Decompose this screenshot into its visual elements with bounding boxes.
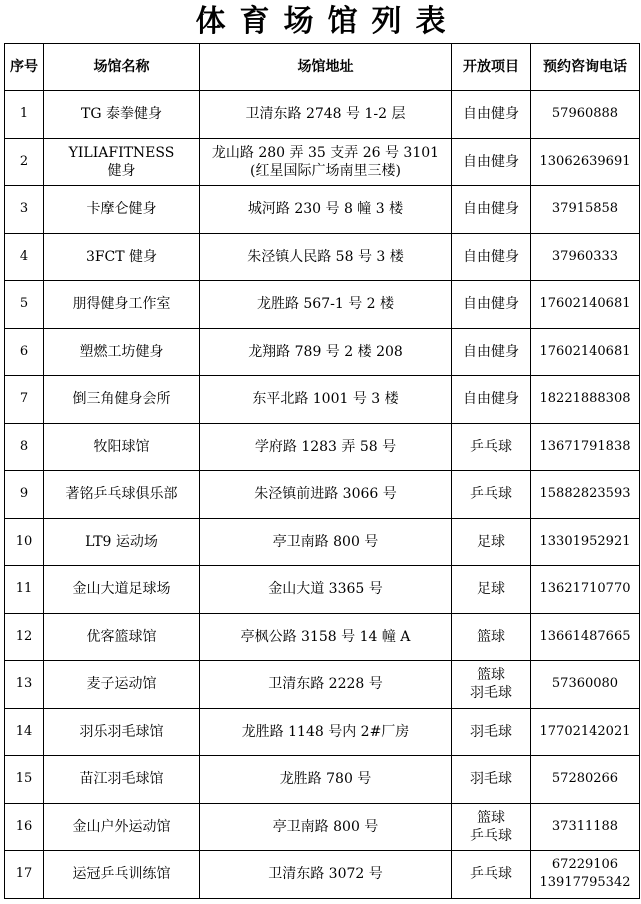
cell-phone xyxy=(531,566,640,614)
cell-venue-name-line: 卡摩仑健身 xyxy=(86,201,157,218)
cell-phone-line: 13621710770 xyxy=(539,581,631,597)
table-row xyxy=(5,328,640,376)
cell-phone-line: 57360080 xyxy=(551,676,619,692)
cell-venue-name xyxy=(44,566,200,614)
cell-index: 15 xyxy=(5,756,44,804)
cell-open-items-line: 自由健身 xyxy=(463,201,519,218)
cell-phone-line: 15882823593 xyxy=(539,486,631,502)
cell-venue-address-line: 朱泾镇前进路 3066 号 xyxy=(254,486,397,503)
cell-venue-name-line: 倒三角健身会所 xyxy=(72,391,171,408)
cell-index: 14 xyxy=(5,708,44,756)
cell-venue-name xyxy=(44,138,200,186)
cell-venue-name xyxy=(44,518,200,566)
cell-venue-address xyxy=(200,138,452,186)
cell-phone xyxy=(531,613,640,661)
cell-venue-name xyxy=(44,471,200,519)
cell-index: 10 xyxy=(5,518,44,566)
table-row xyxy=(5,91,640,139)
cell-venue-name xyxy=(44,376,200,424)
cell-open-items xyxy=(452,613,531,661)
cell-venue-name-line: 运冠乒乓训练馆 xyxy=(72,866,171,883)
cell-phone-line: 17602140681 xyxy=(539,343,631,359)
venue-table xyxy=(4,43,640,899)
cell-venue-name-line: 健身 xyxy=(107,162,136,179)
cell-venue-name xyxy=(44,803,200,851)
cell-open-items-line: 篮球 xyxy=(477,809,505,826)
cell-phone-line: 37915858 xyxy=(551,201,619,217)
cell-open-items xyxy=(452,376,531,424)
cell-open-items xyxy=(452,518,531,566)
cell-venue-address-line: 亭枫公路 3158 号 14 幢 A xyxy=(240,628,411,645)
cell-open-items-line: 足球 xyxy=(477,581,505,598)
cell-venue-address xyxy=(200,91,452,139)
cell-venue-address-line: 卫清东路 3072 号 xyxy=(268,866,383,883)
cell-venue-address-line: 卫清东路 2228 号 xyxy=(268,676,383,693)
cell-open-items-line: 自由健身 xyxy=(463,153,519,170)
cell-venue-address xyxy=(200,756,452,804)
table-body xyxy=(5,91,640,899)
table-row xyxy=(5,138,640,186)
cell-venue-address-line: 亭卫南路 800 号 xyxy=(272,533,379,550)
cell-open-items-line: 自由健身 xyxy=(463,391,519,408)
cell-venue-address-line: 东平北路 1001 号 3 楼 xyxy=(252,391,399,408)
cell-open-items xyxy=(452,328,531,376)
cell-phone-line: 13062639691 xyxy=(539,153,631,169)
cell-venue-name-line: YILIAFITNESS xyxy=(68,144,175,161)
cell-venue-address-line: 龙翔路 789 号 2 楼 208 xyxy=(248,343,403,360)
cell-open-items xyxy=(452,138,531,186)
cell-open-items-line: 乒乓球 xyxy=(470,486,512,503)
cell-phone-line: 13917795342 xyxy=(539,875,631,891)
cell-phone-line: 37311188 xyxy=(551,818,619,834)
cell-phone xyxy=(531,851,640,899)
table-row xyxy=(5,661,640,709)
cell-venue-address xyxy=(200,376,452,424)
cell-venue-address xyxy=(200,281,452,329)
cell-phone xyxy=(531,423,640,471)
cell-phone-line: 17602140681 xyxy=(539,296,631,312)
cell-open-items-line: 羽毛球 xyxy=(470,685,512,702)
cell-index: 8 xyxy=(5,423,44,471)
cell-venue-address xyxy=(200,613,452,661)
cell-venue-address xyxy=(200,518,452,566)
table-row xyxy=(5,708,640,756)
cell-phone xyxy=(531,756,640,804)
cell-venue-address-line: (红星国际广场南里三楼) xyxy=(250,162,401,179)
cell-index: 9 xyxy=(5,471,44,519)
cell-phone xyxy=(531,91,640,139)
cell-index: 7 xyxy=(5,376,44,424)
cell-phone-line: 67229106 xyxy=(551,857,619,873)
table-row xyxy=(5,233,640,281)
cell-open-items xyxy=(452,566,531,614)
cell-index: 13 xyxy=(5,661,44,709)
table-row xyxy=(5,851,640,899)
page-title: 体育场馆列表 xyxy=(195,4,460,39)
cell-phone xyxy=(531,186,640,234)
cell-phone-line: 18221888308 xyxy=(539,391,631,407)
cell-phone xyxy=(531,803,640,851)
cell-venue-name-line: 麦子运动馆 xyxy=(86,676,157,693)
cell-open-items xyxy=(452,803,531,851)
cell-phone-line: 17702142021 xyxy=(539,723,631,739)
cell-venue-name-line: 塑燃工坊健身 xyxy=(79,343,164,360)
cell-venue-name xyxy=(44,186,200,234)
cell-venue-address-line: 龙胜路 567-1 号 2 楼 xyxy=(256,296,395,313)
cell-venue-name xyxy=(44,708,200,756)
cell-venue-name-line: 优客篮球馆 xyxy=(86,628,157,645)
cell-phone-line: 13671791838 xyxy=(539,438,631,454)
cell-venue-address xyxy=(200,471,452,519)
cell-venue-name xyxy=(44,756,200,804)
cell-phone xyxy=(531,138,640,186)
cell-open-items-line: 乒乓球 xyxy=(470,438,512,455)
header-name: 场馆名称 xyxy=(44,44,200,91)
cell-index: 3 xyxy=(5,186,44,234)
cell-phone-line: 57280266 xyxy=(551,771,619,787)
cell-venue-name-line: 金山大道足球场 xyxy=(72,581,171,598)
cell-open-items xyxy=(452,423,531,471)
cell-open-items-line: 乒乓球 xyxy=(470,827,512,844)
cell-open-items xyxy=(452,91,531,139)
cell-index: 5 xyxy=(5,281,44,329)
cell-venue-name-line: 著铭乒乓球俱乐部 xyxy=(65,486,178,503)
cell-index: 12 xyxy=(5,613,44,661)
cell-venue-name xyxy=(44,233,200,281)
cell-open-items-line: 自由健身 xyxy=(463,343,519,360)
cell-venue-name xyxy=(44,661,200,709)
cell-phone xyxy=(531,233,640,281)
cell-venue-address xyxy=(200,661,452,709)
cell-phone xyxy=(531,471,640,519)
cell-index: 4 xyxy=(5,233,44,281)
cell-venue-name-line: 羽乐羽毛球馆 xyxy=(79,723,164,740)
table-row xyxy=(5,471,640,519)
table-row xyxy=(5,613,640,661)
cell-venue-address-line: 金山大道 3365 号 xyxy=(268,581,383,598)
cell-index: 16 xyxy=(5,803,44,851)
cell-phone-line: 57960888 xyxy=(551,106,619,122)
cell-venue-address xyxy=(200,566,452,614)
table-row xyxy=(5,281,640,329)
cell-open-items xyxy=(452,233,531,281)
cell-venue-address-line: 城河路 230 号 8 幢 3 楼 xyxy=(247,201,404,218)
header-items: 开放项目 xyxy=(452,44,531,91)
cell-phone xyxy=(531,661,640,709)
table-row xyxy=(5,803,640,851)
cell-venue-address-line: 龙胜路 1148 号内 2#厂房 xyxy=(241,723,410,740)
cell-open-items-line: 自由健身 xyxy=(463,106,519,123)
cell-venue-name-line: 3FCT 健身 xyxy=(85,248,158,265)
table-row xyxy=(5,186,640,234)
cell-phone xyxy=(531,518,640,566)
cell-venue-address xyxy=(200,423,452,471)
cell-venue-name xyxy=(44,328,200,376)
cell-open-items xyxy=(452,471,531,519)
cell-open-items-line: 篮球 xyxy=(477,667,505,684)
cell-open-items-line: 自由健身 xyxy=(463,296,519,313)
cell-open-items-line: 足球 xyxy=(477,533,505,550)
cell-index: 2 xyxy=(5,138,44,186)
cell-open-items xyxy=(452,756,531,804)
table-row xyxy=(5,566,640,614)
cell-venue-address-line: 亭卫南路 800 号 xyxy=(272,818,379,835)
cell-phone-line: 13661487665 xyxy=(539,628,631,644)
cell-index: 11 xyxy=(5,566,44,614)
cell-venue-address xyxy=(200,233,452,281)
cell-phone xyxy=(531,376,640,424)
cell-venue-name-line: 牧阳球馆 xyxy=(93,438,150,455)
cell-venue-address xyxy=(200,708,452,756)
cell-venue-name-line: LT9 运动场 xyxy=(85,533,158,550)
cell-open-items-line: 羽毛球 xyxy=(470,723,512,740)
cell-venue-name-line: 苗江羽毛球馆 xyxy=(79,771,164,788)
cell-venue-name xyxy=(44,281,200,329)
cell-venue-name-line: 金山户外运动馆 xyxy=(72,818,171,835)
cell-venue-address xyxy=(200,328,452,376)
cell-open-items xyxy=(452,708,531,756)
cell-venue-name xyxy=(44,851,200,899)
cell-index: 1 xyxy=(5,91,44,139)
cell-venue-address-line: 龙山路 280 弄 35 支弄 26 号 3101 xyxy=(211,144,440,161)
cell-venue-address xyxy=(200,803,452,851)
cell-open-items-line: 篮球 xyxy=(477,628,505,645)
cell-phone xyxy=(531,281,640,329)
cell-venue-address-line: 学府路 1283 弄 58 号 xyxy=(254,438,397,455)
header-index: 序号 xyxy=(5,44,44,91)
cell-open-items xyxy=(452,851,531,899)
cell-venue-address xyxy=(200,851,452,899)
cell-venue-name-line: 朋得健身工作室 xyxy=(72,296,171,313)
table-row xyxy=(5,756,640,804)
cell-phone-line: 37960333 xyxy=(551,248,619,264)
cell-venue-address-line: 龙胜路 780 号 xyxy=(279,771,372,788)
cell-venue-name xyxy=(44,423,200,471)
cell-index: 6 xyxy=(5,328,44,376)
header-phone: 预约咨询电话 xyxy=(531,44,640,91)
cell-open-items xyxy=(452,281,531,329)
cell-phone-line: 13301952921 xyxy=(539,533,631,549)
cell-open-items-line: 乒乓球 xyxy=(470,866,512,883)
cell-phone xyxy=(531,328,640,376)
cell-venue-name xyxy=(44,91,200,139)
cell-open-items-line: 自由健身 xyxy=(463,248,519,265)
table-row xyxy=(5,376,640,424)
table-header-row xyxy=(5,44,640,91)
cell-open-items xyxy=(452,186,531,234)
cell-open-items-line: 羽毛球 xyxy=(470,771,512,788)
cell-open-items xyxy=(452,661,531,709)
cell-phone xyxy=(531,708,640,756)
cell-venue-name xyxy=(44,613,200,661)
table-row xyxy=(5,423,640,471)
cell-venue-address xyxy=(200,186,452,234)
cell-venue-address-line: 朱泾镇人民路 58 号 3 楼 xyxy=(247,248,404,265)
table-row xyxy=(5,518,640,566)
header-address: 场馆地址 xyxy=(200,44,452,91)
cell-venue-address-line: 卫清东路 2748 号 1-2 层 xyxy=(245,106,406,123)
cell-index: 17 xyxy=(5,851,44,899)
cell-venue-name-line: TG 泰拳健身 xyxy=(81,106,162,123)
